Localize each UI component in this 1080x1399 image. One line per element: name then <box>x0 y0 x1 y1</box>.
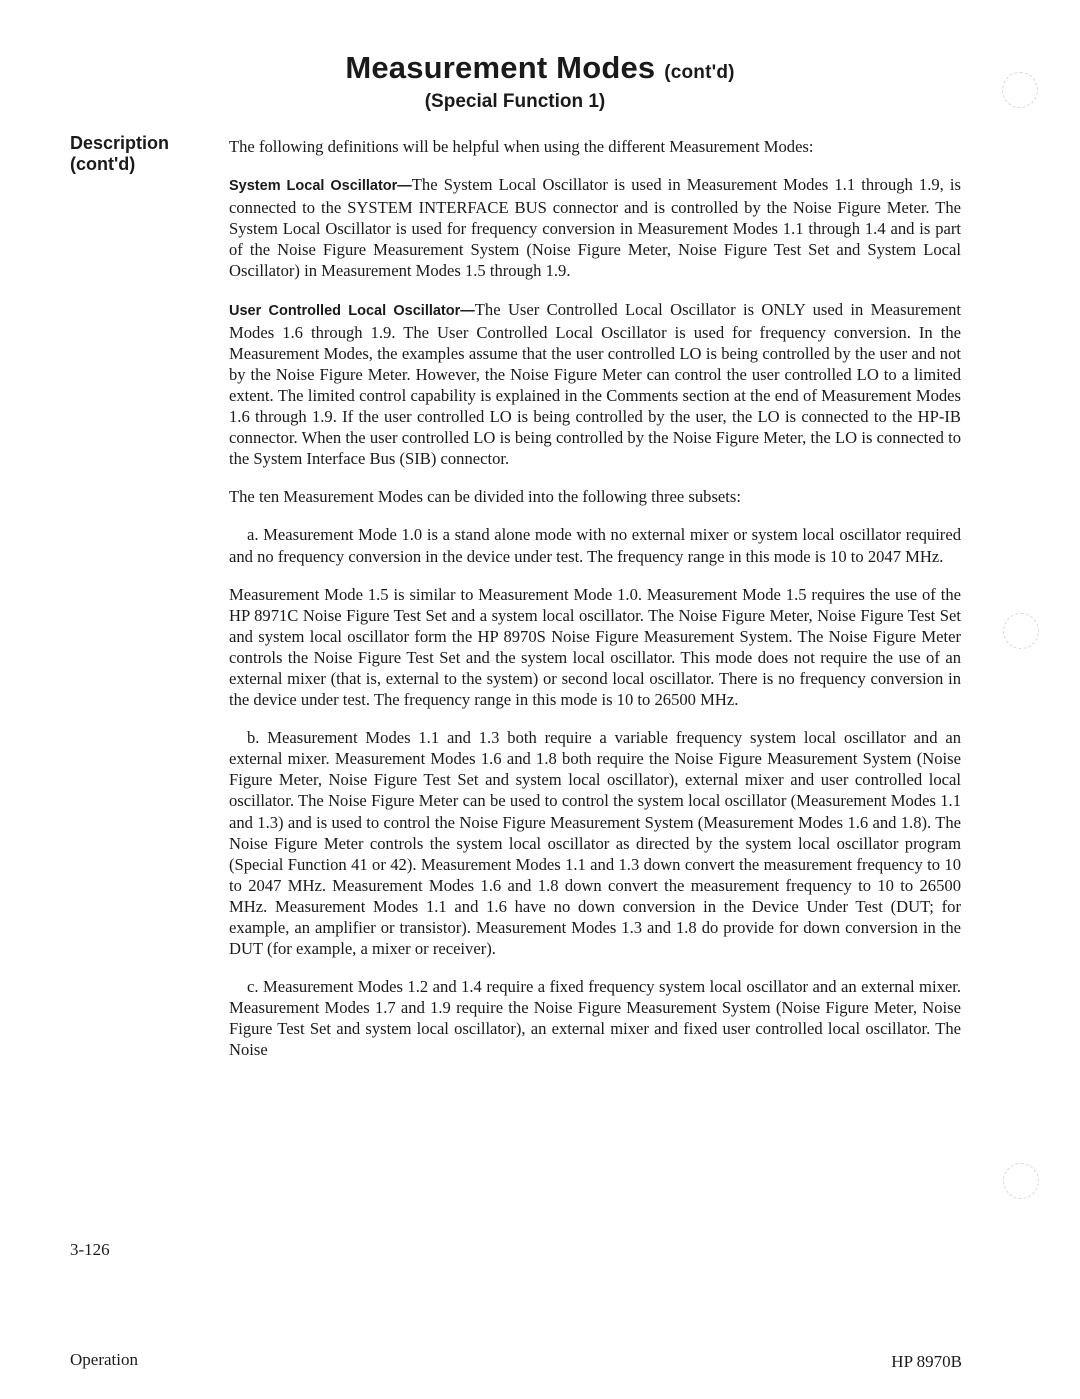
footer-model: HP 8970B <box>891 1352 962 1371</box>
page-subtitle: (Special Function 1) <box>424 91 606 112</box>
mode-1-5-paragraph: Measurement Mode 1.5 is similar to Measurement Mode 1.0. Measurement Mode 1.5 requires the use of the HP 8971C Noise Figure Test Set and a system local oscillator. The Noise Figure Meter, Noise Figure Test Set and system local oscillator form the HP 8970S Noise Figure Measurement System. The Noise Figure Meter controls the Noise Figure Test Set and the system local oscillator. This mode does not require the use of an external mixer (that is, external to the system) or second local oscillator. There is no frequency conversion in the device under test. The frequency range in this mode is 10 to 26500 MHz. <box>229 584 961 710</box>
definition-term: System Local Oscillator— <box>229 178 412 195</box>
footer-section: Operation <box>70 1350 138 1369</box>
binder-hole-mark <box>1002 72 1038 108</box>
definition-text: The User Controlled Local Oscillator is ONLY used in Measurement Modes 1.6 through 1.9. The User Controlled Local Oscillator is used for frequency conversion. In the Measurement Modes, the examples assume that the user controlled LO is being controlled by the user and not by the Noise Figure Meter. However, the Noise Figure Meter can control the user controlled LO to a limited extent. The limited control capability is explained in the Comments section at the end of Measurement Modes 1.6 through 1.9. If the user controlled LO is being controlled by the user, the LO is connected to the HP-IB connector. When the user controlled LO is being controlled by the Noise Figure Meter, the LO is connected to the System Interface Bus (SIB) connector. <box>229 299 961 469</box>
page-number: 3-126 <box>70 1240 110 1259</box>
intro-paragraph: The following definitions will be helpful when using the different Measurement Modes: <box>229 137 814 156</box>
subsets-intro: The ten Measurement Modes can be divided into the following three subsets: <box>229 487 741 507</box>
binder-hole-mark <box>1003 613 1039 649</box>
subset-a: a. Measurement Mode 1.0 is a stand alone mode with no external mixer or system local oscillator required and no frequency conversion in the device under test. The frequency range in this mode is 10 to 2047 MHz. <box>229 525 961 566</box>
body-content <box>229 136 961 1061</box>
title-main: Measurement Modes <box>345 50 656 85</box>
subset-b: b. Measurement Modes 1.1 and 1.3 both require a variable frequency system local oscillator and an external mixer. Measurement Modes 1.6 and 1.8 both require the Noise Figure Measurement System (Noise Figure Meter, Noise Figure Test Set and system local oscillator), external mixer and user controlled local oscillator. The Noise Figure Meter can be used to control the system local oscillator (Measurement Modes 1.1 and 1.3) and is used to control the Noise Figure Measurement System (Measurement Modes 1.6 and 1.8). The Noise Figure Meter controls the system local oscillator as directed by the system local oscillator program (Special Function 41 or 42). Measurement Modes 1.1 and 1.3 down convert the measurement frequency to 10 to 2047 MHz. Measurement Modes 1.6 and 1.8 down convert the measurement frequency to 10 to 26500 MHz. Measurement Modes 1.1 and 1.6 have no down conversion in the Device Under Test (DUT; for example, an amplifier or transistor). Measurement Modes 1.3 and 1.8 do provide for down conversion in the DUT (for example, a mixer or receiver). <box>229 728 961 959</box>
side-heading-line1: Description <box>70 133 170 153</box>
side-heading-line2: (cont'd) <box>70 154 136 174</box>
definition-user-lo <box>229 299 961 470</box>
binder-hole-mark <box>1003 1163 1039 1199</box>
definition-system-lo <box>229 174 961 281</box>
definition-text: The System Local Oscillator is used in Measurement Modes 1.1 through 1.9, is connected to the SYSTEM INTERFACE BUS connector and is controlled by the Noise Figure Meter. The System Local Oscillator is used for frequency conversion in Measurement Modes 1.1 through 1.4 and is part of the Noise Figure Measurement System (Noise Figure Meter, Noise Figure Test Set and System Local Oscillator) in Measurement Modes 1.5 through 1.9. <box>229 175 961 281</box>
title-suffix: (cont'd) <box>664 62 735 83</box>
side-heading <box>70 133 200 175</box>
page-title <box>0 50 1080 86</box>
definition-term: User Controlled Local Oscillator— <box>229 302 475 319</box>
subset-c: c. Measurement Modes 1.2 and 1.4 require a fixed frequency system local oscillator and an external mixer. Measurement Modes 1.7 and 1.9 require the Noise Figure Measurement System (Noise Figure Meter, Noise Figure Test Set and system local oscillator), an external mixer and fixed user controlled local oscillator. The Noise <box>229 977 961 1060</box>
